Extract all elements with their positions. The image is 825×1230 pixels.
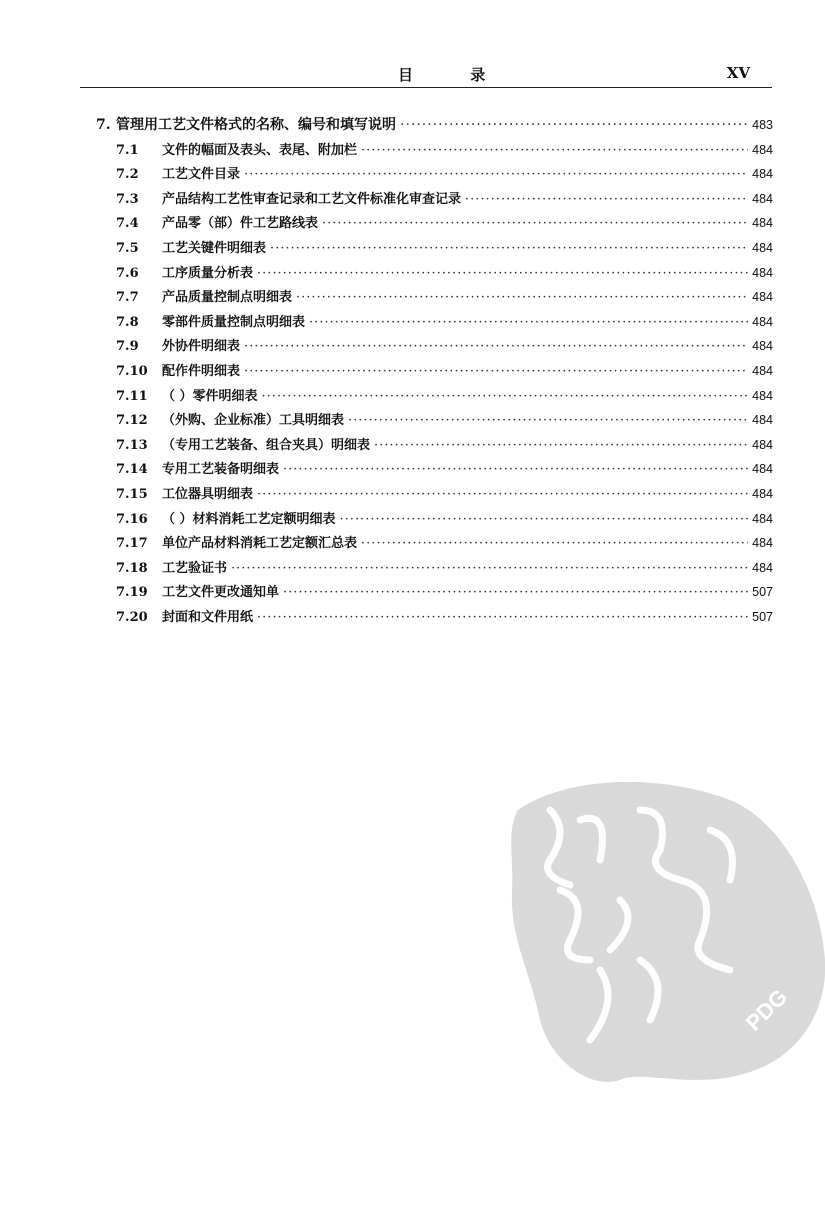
toc-entry-page: 484 [752,560,773,575]
toc-leader-dots [340,508,749,533]
toc-leader-dots [257,606,748,631]
toc-entry-number: 7. [96,117,111,133]
toc-entry-title: 工艺关键件明细表 [162,240,267,256]
toc-entry[interactable] [96,187,773,212]
toc-entry[interactable] [96,138,773,163]
toc-entry[interactable] [96,531,773,556]
header-title: 目 录 [398,66,512,84]
toc-entry-number: 7.3 [116,191,139,207]
toc-entry-title: （专用工艺装备、组合夹具）明细表 [162,437,371,453]
toc-leader-dots [257,483,748,508]
toc-entry[interactable] [96,580,773,605]
toc-entry-title: 工序质量分析表 [162,265,254,281]
toc-entry-title: （ ）材料消耗工艺定额明细表 [162,511,336,527]
toc-leader-dots [283,458,748,483]
toc-entry-title: 单位产品材料消耗工艺定额汇总表 [162,536,358,552]
toc-leader-dots [465,188,748,213]
toc-entry-page: 507 [752,585,773,600]
toc-entry[interactable] [96,310,773,335]
toc-entry-number: 7.15 [116,486,148,502]
toc-entry-title: 工位器具明细表 [162,486,254,502]
toc-entry-title: 工艺文件目录 [162,167,241,183]
toc-entry-page: 507 [752,609,773,624]
toc-entry-title: 专用工艺装备明细表 [162,462,280,478]
toc-entry[interactable] [96,605,773,630]
toc-leader-dots [309,311,748,336]
toc-entry-page: 484 [752,462,773,477]
toc-entry-title: 零部件质量控制点明细表 [162,314,306,330]
toc-entry-number: 7.2 [116,167,139,183]
toc-entry[interactable] [96,507,773,532]
toc-entry[interactable] [96,482,773,507]
toc-entry-number: 7.1 [116,142,139,158]
toc-entry[interactable] [96,334,773,359]
toc-leader-dots [257,262,748,287]
toc-leader-dots [296,286,748,311]
header-rule [80,87,772,88]
page-header [80,62,772,90]
toc-entry-page: 484 [752,265,773,280]
toc-entry-number: 7.9 [116,339,139,355]
toc-entry-number: 7.14 [116,462,148,478]
toc-entry-number: 7.5 [116,240,139,256]
toc-entry-title: 封面和文件用纸 [162,609,254,625]
toc-entry-number: 7.11 [116,388,148,404]
toc-entry-page: 484 [752,290,773,305]
toc-entry[interactable] [96,113,773,138]
toc-leader-dots [244,163,748,188]
toc-entry-number: 7.7 [116,290,139,306]
toc-entry-page: 484 [752,511,773,526]
toc-entry-number: 7.20 [116,609,148,625]
toc-entry-title: 管理用工艺文件格式的名称、编号和填写说明 [116,117,396,133]
toc-leader-dots [400,113,748,138]
toc-entry-title: 文件的幅面及表头、表尾、附加栏 [162,142,358,158]
toc-entry[interactable] [96,236,773,261]
toc-entry-number: 7.16 [116,511,148,527]
toc-entry-page: 483 [752,118,773,132]
toc-entry-title: 产品质量控制点明细表 [162,290,293,306]
toc-leader-dots [270,237,748,262]
toc-entry-title: 产品零（部）件工艺路线表 [162,216,319,232]
toc-entry-number: 7.19 [116,585,148,601]
toc-entry-title: （ ）零件明细表 [162,388,258,404]
toc-entry-page: 484 [752,388,773,403]
toc-leader-dots [374,434,748,459]
toc-entry-page: 484 [752,142,773,157]
toc-entry[interactable] [96,359,773,384]
toc-entry-number: 7.13 [116,437,148,453]
toc-entry[interactable] [96,408,773,433]
toc-entry[interactable] [96,211,773,236]
table-of-contents [96,113,773,629]
toc-entry-title: 配作件明细表 [162,363,241,379]
header-page-number: XV [726,64,750,82]
toc-leader-dots [322,212,748,237]
toc-entry-number: 7.12 [116,413,148,429]
toc-entry[interactable] [96,457,773,482]
toc-leader-dots [348,409,748,434]
toc-leader-dots [361,139,748,164]
toc-entry-number: 7.10 [116,363,148,379]
toc-entry-title: 产品结构工艺性审查记录和工艺文件标准化审查记录 [162,191,462,207]
toc-entry-title: （外购、企业标准）工具明细表 [162,413,345,429]
toc-leader-dots [361,532,748,557]
toc-leader-dots [283,581,748,606]
toc-entry-page: 484 [752,413,773,428]
toc-leader-dots [244,335,748,360]
toc-entry-number: 7.4 [116,216,139,232]
toc-entry-page: 484 [752,240,773,255]
toc-entry[interactable] [96,384,773,409]
toc-entry-page: 484 [752,363,773,378]
toc-entry-number: 7.6 [116,265,139,281]
toc-entry[interactable] [96,433,773,458]
toc-entry-title: 工艺验证书 [162,560,228,576]
toc-entry[interactable] [96,261,773,286]
watermark-seal [500,770,825,1090]
toc-entry[interactable] [96,556,773,581]
toc-entry-number: 7.8 [116,314,139,330]
toc-entry-title: 工艺文件更改通知单 [162,585,280,601]
toc-leader-dots [262,385,749,410]
toc-entry-page: 484 [752,536,773,551]
toc-entry[interactable] [96,162,773,187]
toc-entry-page: 484 [752,167,773,182]
toc-entry-page: 484 [752,437,773,452]
toc-entry-page: 484 [752,339,773,354]
toc-entry-number: 7.18 [116,560,148,576]
toc-entry[interactable] [96,285,773,310]
watermark-label: PDG [740,984,793,1036]
toc-entry-number: 7.17 [116,536,148,552]
toc-leader-dots [231,557,748,582]
toc-entry-page: 484 [752,314,773,329]
toc-entry-page: 484 [752,191,773,206]
toc-entry-title: 外协件明细表 [162,339,241,355]
toc-leader-dots [244,360,748,385]
toc-entry-page: 484 [752,216,773,231]
toc-entry-page: 484 [752,486,773,501]
